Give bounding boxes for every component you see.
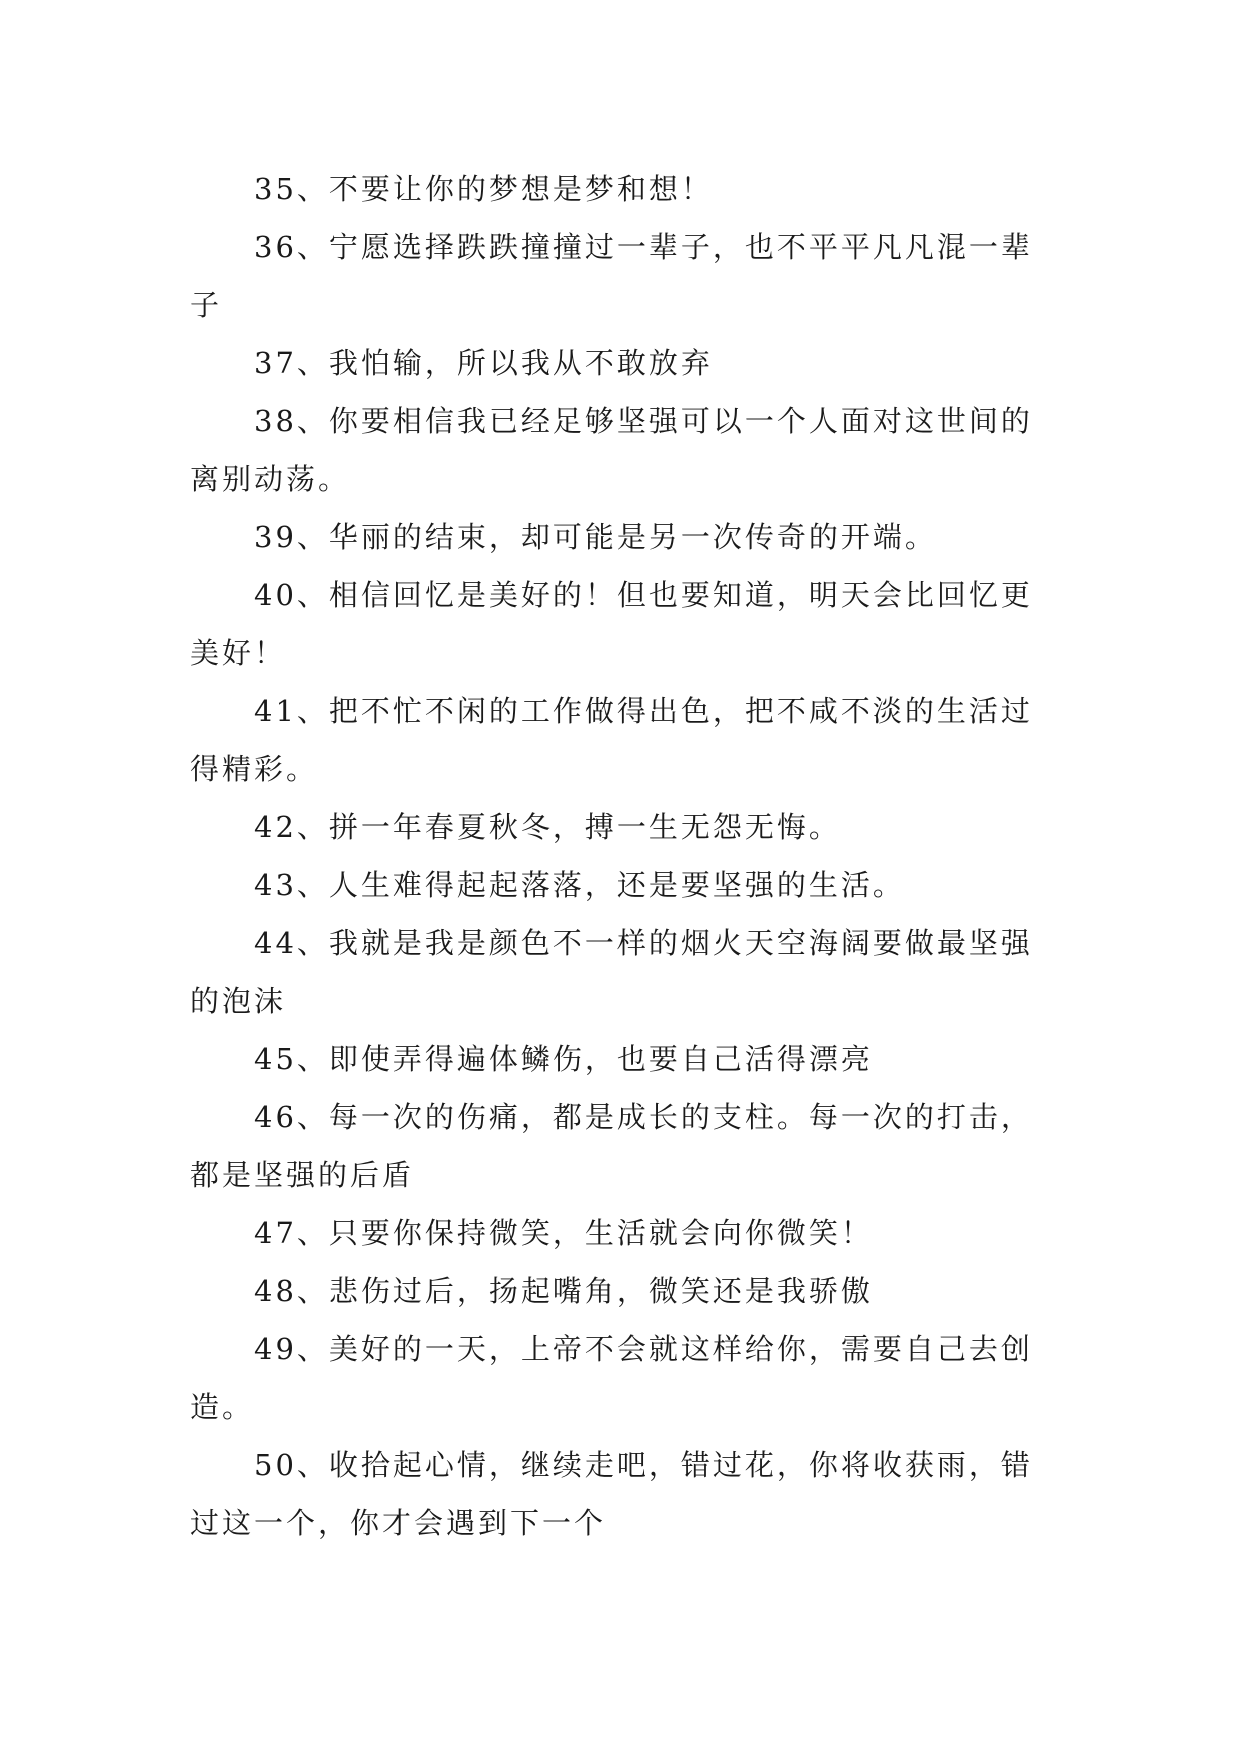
- paragraph-39: 39、华丽的结束，却可能是另一次传奇的开端。: [254, 520, 937, 554]
- paragraph-41: 41、把不忙不闲的工作做得出色，把不咸不淡的生活过得精彩。: [190, 694, 1033, 786]
- paragraph-43: 43、人生难得起起落落，还是要坚强的生活。: [254, 868, 905, 902]
- paragraph-40: 40、相信回忆是美好的！但也要知道，明天会比回忆更美好！: [190, 578, 1033, 670]
- paragraph-50: 50、收拾起心情，继续走吧，错过花，你将收获雨，错过这一个，你才会遇到下一个: [190, 1448, 1033, 1540]
- paragraph-45: 45、即使弄得遍体鳞伤，也要自己活得漂亮: [254, 1042, 873, 1076]
- paragraph-44: 44、我就是我是颜色不一样的烟火天空海阔要做最坚强的泡沫: [190, 926, 1033, 1018]
- paragraph-35: 35、不要让你的梦想是梦和想！: [254, 172, 713, 206]
- paragraph-46: 46、每一次的伤痛，都是成长的支柱。每一次的打击，都是坚强的后盾: [190, 1100, 1033, 1192]
- paragraph-42: 42、拼一年春夏秋冬，搏一生无怨无悔。: [254, 810, 841, 844]
- document-body: [190, 160, 1058, 1552]
- paragraph-36: 36、宁愿选择跌跌撞撞过一辈子，也不平平凡凡混一辈子: [190, 230, 1033, 322]
- paragraph-37: 37、我怕输，所以我从不敢放弃: [254, 346, 713, 380]
- paragraph-47: 47、只要你保持微笑，生活就会向你微笑！: [254, 1216, 873, 1250]
- paragraph-48: 48、悲伤过后，扬起嘴角，微笑还是我骄傲: [254, 1274, 873, 1308]
- paragraph-38: 38、你要相信我已经足够坚强可以一个人面对这世间的离别动荡。: [190, 404, 1033, 496]
- paragraph-49: 49、美好的一天，上帝不会就这样给你，需要自己去创造。: [190, 1332, 1033, 1424]
